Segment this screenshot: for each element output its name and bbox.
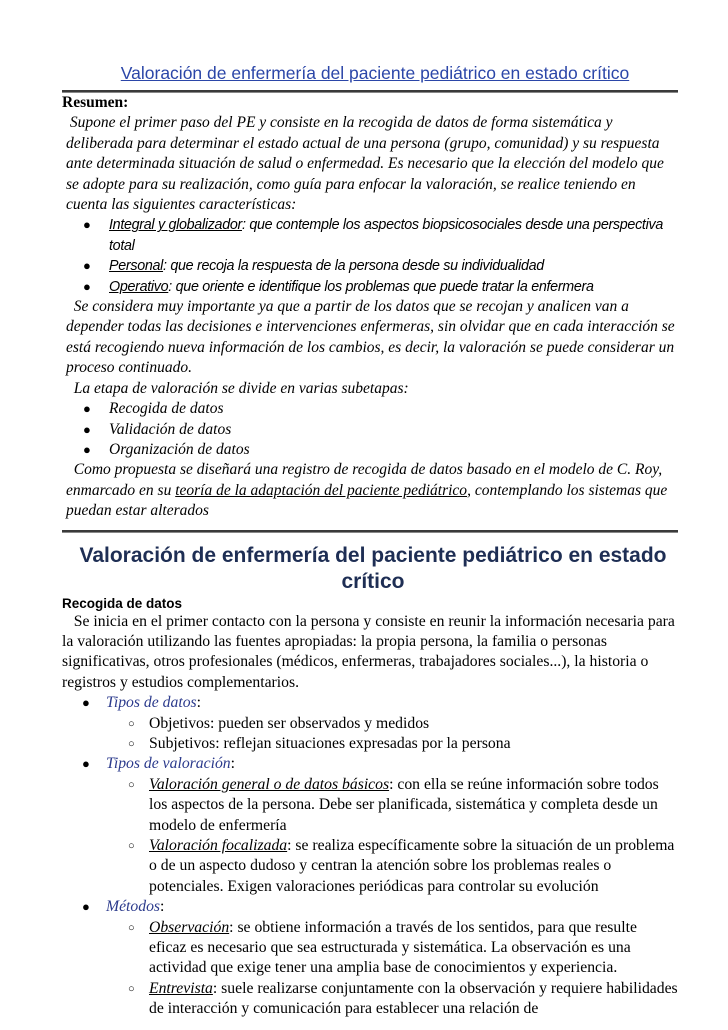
recogida-list: [62, 693, 678, 1020]
resumen-paragraph-3: La etapa de valoración se divide en varias subetapas:: [73, 379, 409, 397]
bullet-icon: ●: [82, 695, 90, 711]
feature-term: Personal: [109, 258, 164, 275]
circle-bullet-icon: ○: [128, 737, 135, 750]
bullet-icon: ●: [83, 258, 91, 274]
resumen-section: [62, 93, 678, 522]
section-title: Valoración de enfermería del paciente pediátrico en estado crítico: [79, 543, 667, 593]
tipos-datos-label: Tipos de datos: [106, 694, 197, 712]
metodos-item: ● Métodos: ○ Observación: se obtiene información a través de los sentidos, para que resulte eficaz es necesario que sea estructurada y sistemática. La observación es una actividad que exige tener una amplia base de conocimientos y experiencia. ○ Entrevista: suele realizarse conjuntamente con la observación y requiere habilidades de interacción y comunicación para establecer una relación de: [62, 897, 678, 1019]
list-item: ○ Objetivos: pueden ser observados y medidos: [106, 714, 678, 734]
document-page: [62, 62, 678, 1020]
feature-item: ● Integral y globalizador: que contemple los aspectos biopsicosociales desde una perspectiva total: [83, 217, 663, 254]
recogida-intro: Se inicia en el primer contacto con la persona y consiste en reunir la información necesaria para la valoración utilizando las fuentes apropiadas: la propia persona, la familia o personas significativas, otros profesionales (médicos, enfermeras, trabajadores sociales...), la historia o registros y estudios complementarios.: [62, 612, 675, 691]
bullet-icon: ●: [83, 278, 91, 294]
features-list: [62, 215, 678, 297]
bullet-icon: ●: [83, 401, 91, 417]
stage-item: ● Validación de datos: [62, 420, 678, 440]
bullet-icon: ●: [83, 441, 91, 457]
document-title[interactable]: Valoración de enfermería del paciente pediátrico en estado crítico: [120, 63, 630, 83]
resumen-paragraph-1: Supone el primer paso del PE y consiste en la recogida de datos de forma sistemática y deliberada para determinar el estado actual de una persona (grupo, comunidad) y su respuesta ante determinada situación de salud o enfermedad. Es necesario que la elección del modelo que se adopte para su realización, como guía para enfocar la valoración, se realice teniendo en cuenta las siguientes características:: [66, 114, 664, 214]
theory-link[interactable]: teoría de la adaptación del paciente pediátrico: [175, 481, 468, 499]
list-item: ○ Entrevista: suele realizarse conjuntamente con la observación y requiere habilidades de interacción y comunicación para establecer una relación de: [128, 979, 678, 1018]
resumen-paragraph-2: Se considera muy importante ya que a partir de los datos que se recojan y analicen van a depender todas las decisiones e intervenciones enfermeras, sin olvidar que en cada interacción se está recogiendo nueva información de los cambios, es decir, la valoración se puede considerar un proceso continuado.: [66, 298, 675, 377]
recogida-section: [62, 612, 678, 1020]
circle-bullet-icon: ○: [128, 840, 135, 852]
feature-term: Integral y globalizador: [109, 217, 242, 234]
stage-item: ● Organización de datos: [62, 440, 678, 460]
tipos-valoracion-item: ● Tipos de valoración: ○ Valoración general o de datos básicos: con ella se reúne información sobre todos los aspectos de la persona. Debe ser planificada, sistemática y completa desde un modelo de enfermería ○ Valoración focalizada: se realiza específicamente sobre la situación de un problema o de un aspecto dudoso y centran la atención sobre los problemas reales o potenciales. Exigen valoraciones periódicas para controlar su evolución: [62, 754, 678, 897]
circle-bullet-icon: ○: [128, 778, 135, 791]
metodos-label: Métodos: [106, 898, 161, 916]
feature-term: Operativo: [109, 278, 169, 295]
tipos-datos-item: ● Tipos de datos: ○ Objetivos: pueden ser observados y medidos ○ Subjetivos: reflejan situaciones expresadas por la persona: [62, 693, 678, 754]
feature-item: ● Personal: que recoja la respuesta de la persona desde su individualidad: [62, 256, 678, 276]
circle-bullet-icon: ○: [128, 982, 135, 995]
bullet-icon: ●: [83, 421, 91, 437]
section-divider: [62, 530, 678, 533]
list-item: ○ Subjetivos: reflejan situaciones expresadas por la persona: [106, 734, 678, 754]
bullet-icon: ●: [83, 217, 91, 233]
circle-bullet-icon: ○: [128, 717, 135, 730]
circle-bullet-icon: ○: [128, 921, 135, 934]
resumen-paragraph-4: Como propuesta se diseñará una registro de recogida de datos basado en el modelo de C. Roy, enmarcado en su teoría de la adaptación del paciente pediátrico, contemplando los sistemas que puedan estar alterados: [66, 461, 668, 520]
list-item: ○ Observación: se obtiene información a través de los sentidos, para que resulte eficaz es necesario que sea estructurada y sistemática. La observación es una actividad que exige tener una amplia base de conocimientos y experiencia.: [128, 918, 637, 977]
list-item: ○ Valoración general o de datos básicos: con ella se reúne información sobre todos los aspectos de la persona. Debe ser planificada, sistemática y completa desde un modelo de enfermería: [128, 775, 659, 834]
tipos-valoracion-label: Tipos de valoración: [106, 755, 231, 773]
list-item: ○ Valoración focalizada: se realiza específicamente sobre la situación de un problema o de un aspecto dudoso y centran la atención sobre los problemas reales o potenciales. Exigen valoraciones periódicas para controlar su evolución: [128, 837, 675, 895]
bullet-icon: ●: [82, 756, 90, 772]
stages-list: [62, 399, 678, 460]
recogida-heading: Recogida de datos: [62, 595, 183, 611]
feature-item: ● Operativo: que oriente e identifique los problemas que puede tratar la enfermera: [62, 277, 678, 297]
resumen-heading: Resumen:: [62, 94, 129, 111]
stage-item: ● Recogida de datos: [62, 399, 678, 419]
bullet-icon: ●: [82, 899, 90, 915]
